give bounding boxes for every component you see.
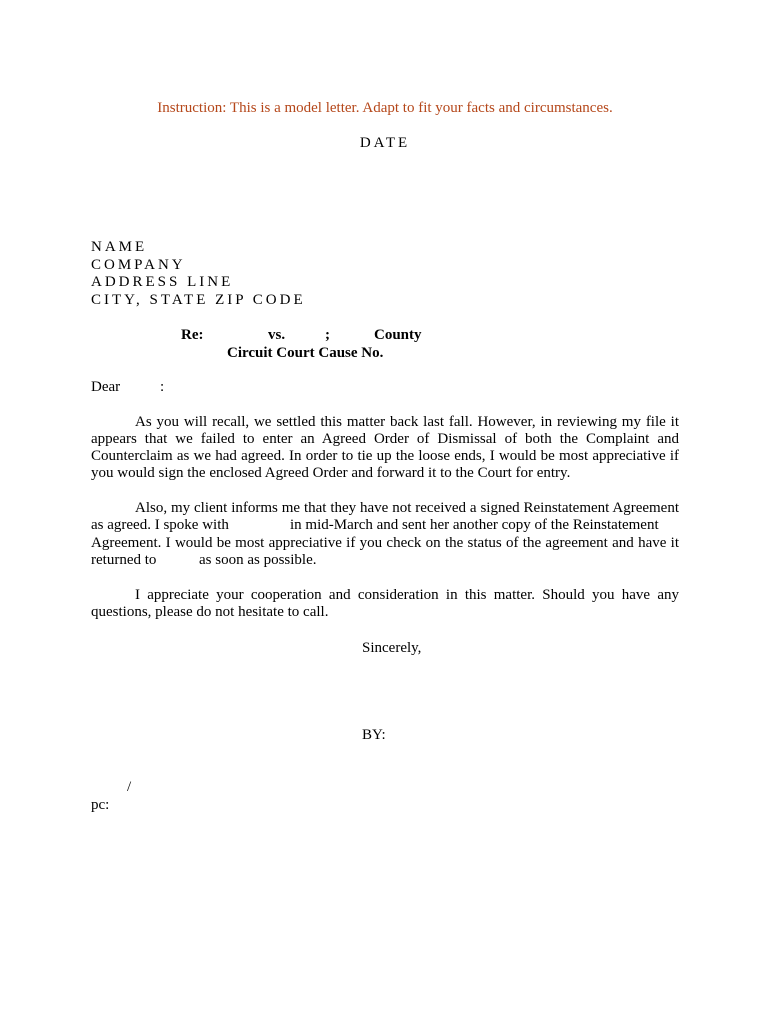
paragraph-settlement [91,414,679,482]
initials-separator: / [127,779,132,795]
p2-line4b: as soon as possible. [199,552,317,568]
salutation-colon: : [160,379,165,395]
re-cause-number: Circuit Court Cause No. [227,345,384,361]
p2-line2a: as agreed. I spoke with [91,517,229,533]
paragraph-appreciation [91,587,679,621]
re-label: Re: [181,327,204,343]
re-county: County [374,327,422,343]
re-vs: vs. [268,327,286,343]
recipient-name: NAME [91,239,148,255]
signature-by: BY: [362,727,386,743]
recipient-address-line: ADDRESS LINE [91,274,234,290]
p2-line3: Agreement. I would be most appreciative if you check on the status of the agreement and have it [91,535,679,551]
recipient-city-state-zip: CITY, STATE ZIP CODE [91,292,306,308]
closing-sincerely: Sincerely, [362,640,422,656]
recipient-company: COMPANY [91,257,186,273]
re-separator: ; [325,327,330,343]
letter-date: DATE [359,135,411,151]
salutation-dear: Dear [91,379,121,395]
p2-line2b: in mid-March and sent her another copy of the Reinstatement [290,517,659,533]
p2-line1: Also, my client informs me that they have not received a signed Reinstatement Agreement [135,500,679,516]
paragraph-settlement-text: As you will recall, we settled this matter back last fall. However, in reviewing my file it appears that we failed to enter an Agreed Order of Dismissal of both the Complaint and Counterclaim as we had agreed. In order to tie up the loose ends, I would be most appreciative if you would sign the enclosed Agreed Order and forward it to the Court for entry. [91,414,679,481]
p2-line4a: returned to [91,552,157,568]
pc-line: pc: [91,797,110,813]
instruction-note: Instruction: This is a model letter. Adapt to fit your facts and circumstances. [157,100,613,116]
paragraph-appreciation-text: I appreciate your cooperation and consideration in this matter. Should you have any questions, please do not hesitate to call. [91,587,679,620]
